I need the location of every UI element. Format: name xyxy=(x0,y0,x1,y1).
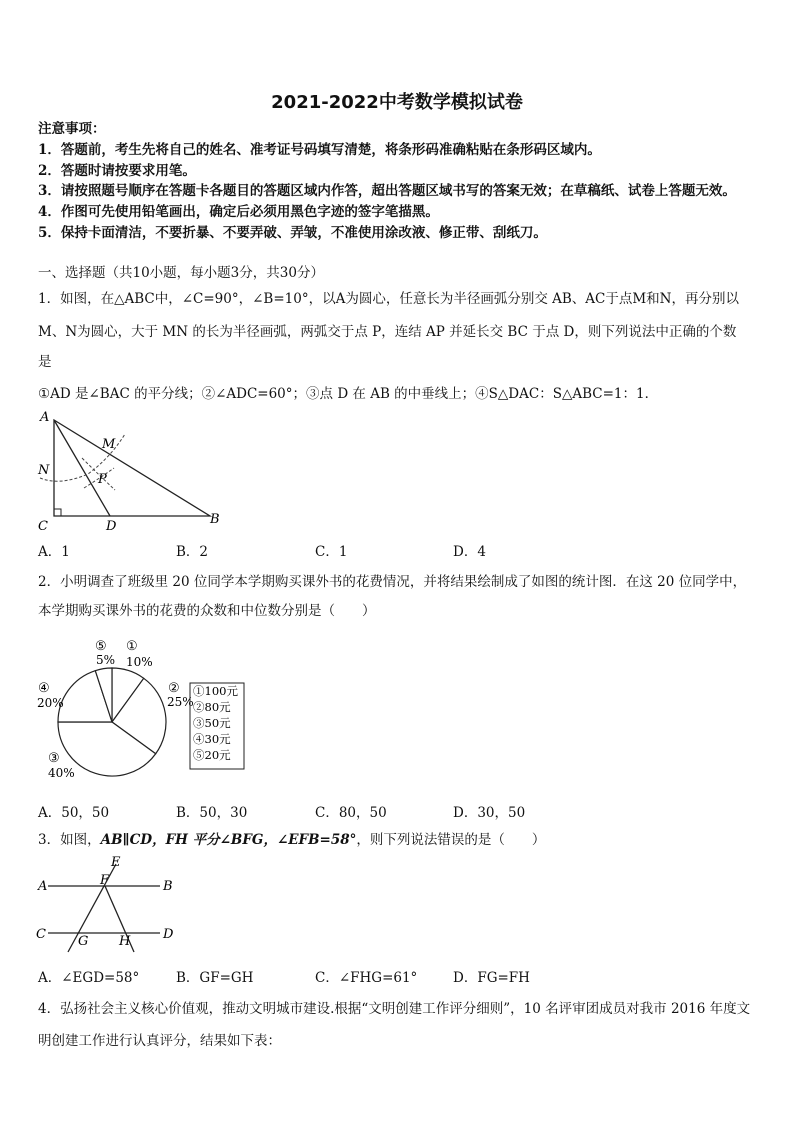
q3-prefix: 3．如图， xyxy=(38,832,101,848)
slice-5-pct: 5% xyxy=(96,653,116,667)
notice-heading: 注意事项： xyxy=(38,121,106,137)
q1-option-c[interactable]: C．1 xyxy=(315,544,348,560)
q1-option-a[interactable]: A．1 xyxy=(38,544,70,560)
legend-item-1: ①100元 xyxy=(193,684,238,698)
triangle-abc xyxy=(54,420,210,516)
label-c: C xyxy=(36,927,46,942)
q1-option-d[interactable]: D．4 xyxy=(453,544,486,560)
label-e: E xyxy=(111,855,121,870)
notice-item-5: 5．保持卡面清洁，不要折暴、不要弄破、弄皱，不准使用涂改液、修正带、刮纸刀。 xyxy=(38,225,547,241)
label-b: B xyxy=(163,879,173,894)
q3-parallel-lines-figure xyxy=(30,852,190,954)
q2-option-c[interactable]: C．80，50 xyxy=(315,805,387,821)
label-b: B xyxy=(210,512,220,527)
label-d: D xyxy=(163,927,174,942)
q1-triangle-figure xyxy=(30,406,230,534)
legend-item-3: ③50元 xyxy=(193,716,231,730)
notice-item-3: 3．请按照题号顺序在答题卡各题目的答题区域内作答，超出答题区域书写的答案无效；在草稿纸、试卷上答题无效。 xyxy=(38,183,736,199)
slice-1-pct: 10% xyxy=(126,655,153,669)
q1-option-b[interactable]: B．2 xyxy=(176,544,209,560)
label-n: N xyxy=(38,463,50,478)
notice-item-2: 2．答题时请按要求用笔。 xyxy=(38,163,196,179)
q2-line-1: 2．小明调查了班级里 20 位同学本学期购买课外书的花费情况，并将结果绘制成了如图的统计图．在这 20 位同学中， xyxy=(38,574,747,590)
slice-3-num: ③ xyxy=(48,751,60,766)
right-angle-mark xyxy=(54,509,61,516)
slice-5-num: ⑤ xyxy=(95,639,107,654)
q1-line-3: 是 xyxy=(38,354,52,370)
q1-line-1: 1．如图，在△ABC中，∠C=90°，∠B=10°，以A为圆心，任意长为半径画弧分别交 AB、AC于点M和N，再分别以 xyxy=(38,291,739,307)
label-c: C xyxy=(38,519,48,534)
label-h: H xyxy=(119,934,131,949)
label-d: D xyxy=(106,519,117,534)
label-a: A xyxy=(38,879,48,894)
label-a: A xyxy=(40,410,50,425)
slice-4-num: ④ xyxy=(38,681,50,696)
q3-option-a[interactable]: A．∠EGD=58° xyxy=(38,970,140,986)
slice-4-pct: 20% xyxy=(37,696,64,710)
slice-2-pct: 25% xyxy=(167,695,194,709)
q4-line-2: 明创建工作进行认真评分，结果如下表： xyxy=(38,1033,281,1049)
legend-item-5: ⑤20元 xyxy=(193,748,231,762)
label-p: P xyxy=(98,472,107,487)
q3-option-b[interactable]: B．GF=GH xyxy=(176,970,254,986)
q3-stem xyxy=(38,831,545,849)
q2-option-a[interactable]: A．50，50 xyxy=(38,805,110,821)
label-m: M xyxy=(102,437,116,452)
page-title: 2021-2022中考数学模拟试卷 xyxy=(271,92,523,113)
notice-item-4: 4．作图可先使用铅笔画出，确定后必须用黑色字迹的签字笔描黑。 xyxy=(38,204,439,220)
slice-2-num: ② xyxy=(168,681,180,696)
q1-line-2: M、N为圆心，大于 MN 的长为半径画弧，两弧交于点 P，连结 AP 并延长交 BC 于点 D，则下列说法中正确的个数 xyxy=(38,324,737,340)
q3-condition: AB∥CD，FH 平分∠BFG，∠EFB=58° xyxy=(100,832,357,848)
label-f: F xyxy=(100,873,110,888)
q2-line-2: 本学期购买课外书的花费的众数和中位数分别是（ ） xyxy=(38,603,376,619)
q3-option-d[interactable]: D．FG=FH xyxy=(453,970,530,986)
q1-line-4: ①AD 是∠BAC 的平分线；②∠ADC=60°；③点 D 在 AB 的中垂线上；④S△DAC：S△ABC=1：1． xyxy=(38,386,659,402)
q3-suffix: ，则下列说法错误的是（ ） xyxy=(356,832,546,848)
slice-3-pct: 40% xyxy=(48,766,75,780)
section-heading: 一、选择题（共10小题，每小题3分，共30分） xyxy=(38,265,324,281)
label-g: G xyxy=(78,934,89,949)
notice-item-1: 1．答题前，考生先将自己的姓名、准考证号码填写清楚，将条形码准确粘贴在条形码区域内。 xyxy=(38,142,601,158)
legend-item-2: ②80元 xyxy=(193,700,231,714)
q4-line-1: 4．弘扬社会主义核心价值观，推动文明城市建设.根据“文明创建工作评分细则”，10 名评审团成员对我市 2016 年度文 xyxy=(38,1001,751,1017)
slice-1-num: ① xyxy=(126,639,138,654)
q3-option-c[interactable]: C．∠FHG=61° xyxy=(315,970,418,986)
q2-option-d[interactable]: D．30，50 xyxy=(453,805,526,821)
q2-option-b[interactable]: B．50，30 xyxy=(176,805,248,821)
pie-slices xyxy=(58,668,166,776)
q2-pie-chart xyxy=(30,634,260,786)
segment-ad xyxy=(54,420,110,516)
legend-item-4: ④30元 xyxy=(193,732,231,746)
